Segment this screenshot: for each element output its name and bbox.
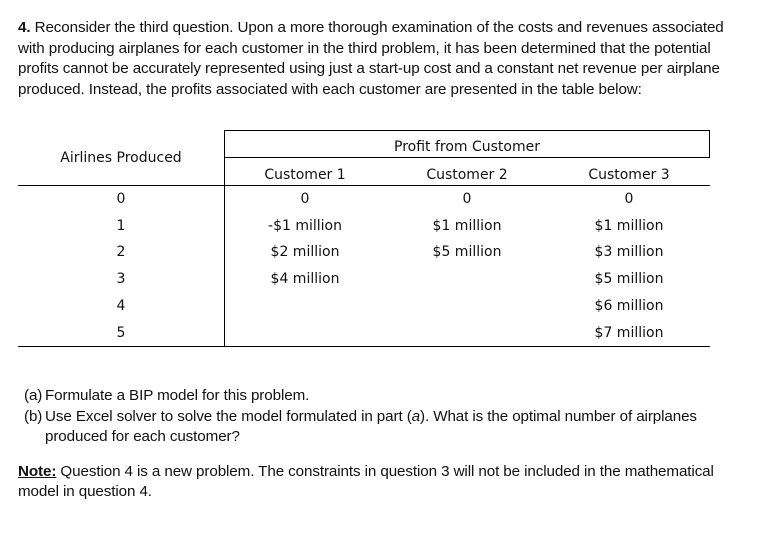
question-a-label: (a) [24,387,43,404]
table-row-3-count: 3 [116,271,126,287]
table-row-5-customer-3: $7 million [594,325,664,341]
question-b-italic: a [411,408,421,425]
note-label: Note: [18,463,57,480]
table-group-right-border [709,130,710,158]
note-text: Question 4 is a new problem. The constraints in question 3 will not be included in the mathematical model in question 4. [18,463,714,500]
table-row-3-customer-1: $4 million [270,271,340,287]
question-b-text-1: Use Excel solver to solve the model formulated in part ( [45,408,412,425]
table-row-2-customer-1: $2 million [270,244,340,260]
table-group-bottom-border [224,157,710,158]
row-header-airlines-produced: Airlines Produced [60,150,182,166]
table-row-4-count: 4 [116,298,126,314]
question-b-text-3: produced for each customer? [45,428,240,445]
question-a [24,386,309,406]
table-row-2-count: 2 [116,244,126,260]
problem-number: 4. [18,19,31,36]
table-row-2-customer-3: $3 million [594,244,664,260]
question-b [24,407,744,447]
table-bottom-border [18,346,710,347]
table-row-5-count: 5 [116,325,126,341]
table-row-1-customer-3: $1 million [594,218,664,234]
table-row-1-customer-2: $1 million [432,218,502,234]
table-column-divider [224,130,225,347]
table-row-0-customer-3: 0 [624,191,634,207]
note [18,462,758,502]
table-row-0-customer-2: 0 [462,191,472,207]
question-b-label: (b) [24,408,43,425]
table-row-3-customer-3: $5 million [594,271,664,287]
question-b-text-2: ). What is the optimal number of airplanes [420,408,697,425]
group-header-profit: Profit from Customer [393,139,541,155]
table-header-bottom-border [18,185,710,186]
problem-text: Reconsider the third question. Upon a more thorough examination of the costs and revenues associated with producing airplanes for each customer in the third problem, it has been determined that the potential profits cannot be accurately represented using just a start-up cost and a constant net revenue per airplane produced. Instead, the profits associated with each customer are presented in the table below: [18,19,724,98]
table-row-0-customer-1: 0 [300,191,310,207]
column-header-customer-2: Customer 2 [426,167,508,183]
column-header-customer-1: Customer 1 [264,167,346,183]
table-row-2-customer-2: $5 million [432,244,502,260]
column-header-customer-3: Customer 3 [588,167,670,183]
table-row-0-count: 0 [116,191,126,207]
table-top-border [224,130,710,131]
table-row-4-customer-3: $6 million [594,298,664,314]
table-row-1-customer-1: -$1 million [268,218,342,234]
table-row-1-count: 1 [116,218,126,234]
question-a-text: Formulate a BIP model for this problem. [45,387,310,404]
